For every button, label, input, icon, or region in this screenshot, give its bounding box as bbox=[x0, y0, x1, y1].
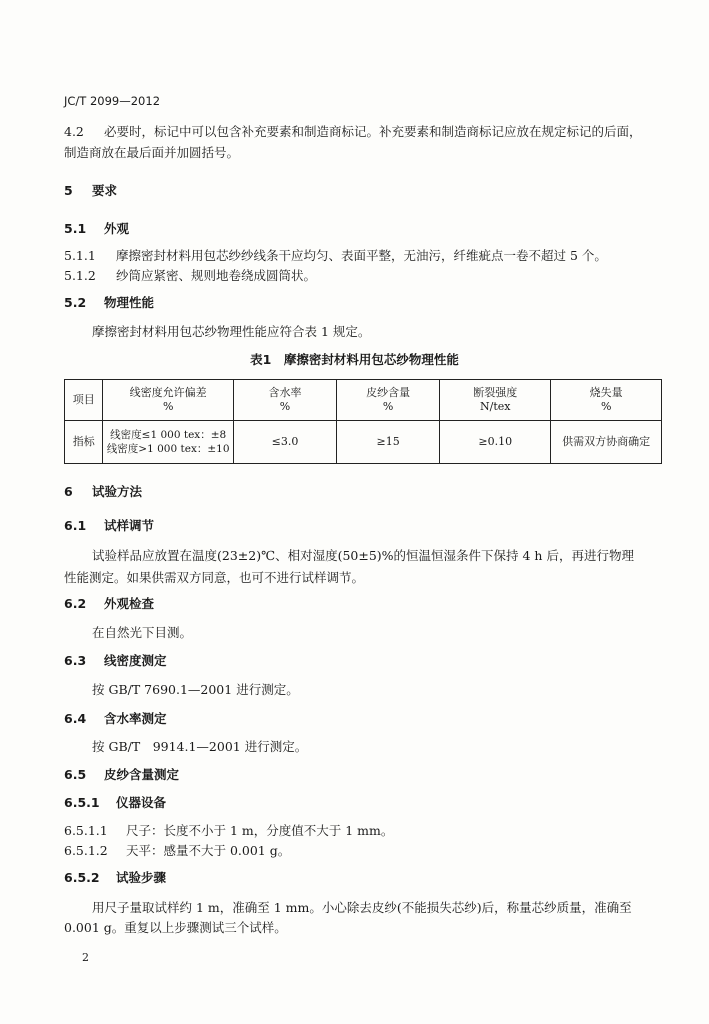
row-label: 指标 bbox=[65, 421, 103, 464]
strength-cell: ≥0.10 bbox=[440, 421, 551, 464]
table-row bbox=[65, 421, 662, 464]
section-number: 6.2 bbox=[64, 596, 87, 611]
table-header-row bbox=[65, 380, 662, 421]
header-cell bbox=[233, 380, 336, 421]
header-label: 断裂强度 bbox=[473, 386, 518, 399]
page-number: 2 bbox=[82, 951, 89, 964]
section-5-2-heading bbox=[64, 295, 154, 311]
clause-text: 纱筒应紧密、规则地卷绕成圆筒状。 bbox=[116, 268, 317, 283]
section-6-3-heading bbox=[64, 653, 167, 669]
section-number: 6.1 bbox=[64, 518, 87, 533]
moisture-cell: ≤3.0 bbox=[233, 421, 336, 464]
section-6-2-heading bbox=[64, 596, 154, 612]
section-title: 含水率测定 bbox=[104, 711, 167, 726]
clause-6-3-text: 按 GB/T 7690.1—2001 进行测定。 bbox=[92, 682, 299, 697]
section-5-heading bbox=[64, 183, 117, 199]
section-title: 外观 bbox=[104, 221, 130, 236]
section-title: 要求 bbox=[92, 183, 118, 198]
section-number: 6.5.2 bbox=[64, 870, 100, 885]
clause-text: 必要时，标记中可以包含补充要素和制造商标记。补充要素和制造商标记应放在规定标记的后面， bbox=[104, 124, 642, 139]
header-cell bbox=[65, 380, 103, 421]
sheath-cell: ≥15 bbox=[337, 421, 440, 464]
header-unit: % bbox=[382, 400, 394, 413]
section-number: 5.1 bbox=[64, 221, 87, 236]
section-title: 仪器设备 bbox=[116, 795, 167, 810]
clause-number: 5.1.1 bbox=[64, 248, 96, 263]
clause-text: 摩擦密封材料用包芯纱纱线条干应均匀、表面平整，无油污，纤维疵点一卷不超过 5 个。 bbox=[116, 248, 607, 263]
clause-5-1-2 bbox=[64, 268, 316, 284]
section-number: 6.4 bbox=[64, 711, 87, 726]
clause-6-5-1-2 bbox=[64, 843, 290, 859]
clause-text: 尺子：长度不小于 1 m，分度值不大于 1 mm。 bbox=[126, 823, 394, 838]
header-unit: N/tex bbox=[480, 400, 511, 413]
section-6-5-2-heading bbox=[64, 870, 166, 886]
clause-number: 6.5.1.1 bbox=[64, 823, 108, 838]
physical-properties-table bbox=[64, 379, 662, 464]
clause-number: 4.2 bbox=[64, 124, 84, 139]
section-title: 线密度测定 bbox=[104, 653, 167, 668]
clause-6-5-1-1 bbox=[64, 823, 393, 839]
density-value: 线密度>1 000 tex：±10 bbox=[106, 443, 230, 455]
clause-6-5-2-line2: 0.001 g。重复以上步骤测试三个试样。 bbox=[64, 920, 287, 935]
section-6-heading bbox=[64, 484, 142, 500]
section-6-5-heading bbox=[64, 767, 179, 783]
section-number: 6.5.1 bbox=[64, 795, 100, 810]
section-number: 5 bbox=[64, 183, 73, 198]
clause-6-2-text: 在自然光下目测。 bbox=[92, 625, 193, 640]
document-header: JC/T 2099—2012 bbox=[64, 94, 161, 108]
table-caption: 表1 摩擦密封材料用包芯纱物理性能 bbox=[250, 352, 459, 367]
header-unit: % bbox=[279, 400, 291, 413]
section-title: 试验步骤 bbox=[116, 870, 167, 885]
clause-4-2-line1 bbox=[64, 124, 642, 140]
header-label: 皮纱含量 bbox=[366, 386, 411, 399]
header-cell bbox=[551, 380, 662, 421]
section-5-1-heading bbox=[64, 221, 129, 237]
header-unit: % bbox=[162, 400, 174, 413]
density-cell bbox=[103, 421, 234, 464]
header-cell bbox=[103, 380, 234, 421]
clause-6-1-line2: 性能测定。如果供需双方同意，也可不进行试样调节。 bbox=[64, 570, 365, 585]
clause-number: 5.1.2 bbox=[64, 268, 96, 283]
section-number: 5.2 bbox=[64, 295, 87, 310]
clause-5-1-1 bbox=[64, 248, 607, 264]
header-cell bbox=[337, 380, 440, 421]
clause-5-2-text: 摩擦密封材料用包芯纱物理性能应符合表 1 规定。 bbox=[92, 324, 371, 339]
section-title: 试样调节 bbox=[104, 518, 155, 533]
section-number: 6.5 bbox=[64, 767, 87, 782]
header-label: 烧失量 bbox=[589, 386, 623, 399]
section-number: 6 bbox=[64, 484, 73, 499]
clause-6-5-2-line1: 用尺子量取试样约 1 m，准确至 1 mm。小心除去皮纱(不能损失芯纱)后，称量芯纱质量，准确至 bbox=[92, 900, 632, 915]
header-label: 含水率 bbox=[268, 386, 302, 399]
clause-6-4-text: 按 GB/T 9914.1—2001 进行测定。 bbox=[92, 739, 308, 754]
header-unit: % bbox=[600, 400, 612, 413]
section-title: 皮纱含量测定 bbox=[104, 767, 180, 782]
section-title: 物理性能 bbox=[104, 295, 155, 310]
section-6-1-heading bbox=[64, 518, 154, 534]
section-number: 6.3 bbox=[64, 653, 87, 668]
density-value: 线密度≤1 000 tex：±8 bbox=[110, 429, 227, 441]
clause-6-1-line1: 试验样品应放置在温度(23±2)℃、相对湿度(50±5)%的恒温恒湿条件下保持 4 h 后，再进行物理 bbox=[92, 548, 634, 563]
clause-text: 天平：感量不大于 0.001 g。 bbox=[126, 843, 291, 858]
header-label: 线密度允许偏差 bbox=[129, 386, 207, 399]
clause-4-2-line2: 制造商放在最后面并加圆括号。 bbox=[64, 145, 240, 160]
header-cell bbox=[440, 380, 551, 421]
section-title: 外观检查 bbox=[104, 596, 155, 611]
loss-cell: 供需双方协商确定 bbox=[551, 421, 662, 464]
section-6-4-heading bbox=[64, 711, 167, 727]
header-label: 项目 bbox=[72, 393, 95, 406]
section-6-5-1-heading bbox=[64, 795, 166, 811]
clause-number: 6.5.1.2 bbox=[64, 843, 108, 858]
section-title: 试验方法 bbox=[92, 484, 143, 499]
